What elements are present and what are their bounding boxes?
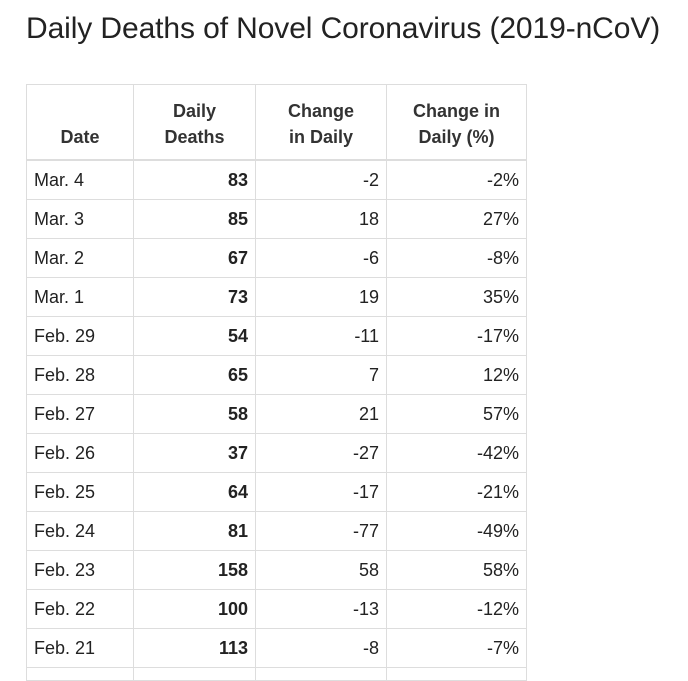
cell-daily-deaths: 158 [134, 551, 256, 590]
cell-date: Feb. 21 [27, 629, 134, 668]
cell-change-pct: 58% [387, 551, 527, 590]
cell-change-pct: 57% [387, 395, 527, 434]
table-row [27, 356, 527, 395]
cell-change-pct: 35% [387, 278, 527, 317]
cell-date: Mar. 2 [27, 239, 134, 278]
cell-change-pct-partial [387, 668, 527, 681]
cell-date: Mar. 1 [27, 278, 134, 317]
header-date[interactable] [27, 85, 134, 161]
cell-date: Feb. 26 [27, 434, 134, 473]
cell-change-pct: -8% [387, 239, 527, 278]
cell-change-in-daily: -27 [256, 434, 387, 473]
table-row [27, 395, 527, 434]
cell-date: Mar. 3 [27, 200, 134, 239]
table-row [27, 551, 527, 590]
table-row [27, 200, 527, 239]
table-row [27, 473, 527, 512]
cell-date: Feb. 28 [27, 356, 134, 395]
table-row [27, 317, 527, 356]
header-daily-deaths[interactable] [134, 85, 256, 161]
cell-daily-deaths-partial [134, 668, 256, 681]
cell-change-pct: -21% [387, 473, 527, 512]
cell-daily-deaths: 58 [134, 395, 256, 434]
cell-daily-deaths: 81 [134, 512, 256, 551]
header-change-pct-line-2: Daily (%) [418, 127, 495, 147]
cell-change-in-daily: -8 [256, 629, 387, 668]
header-daily-deaths-line-2: Deaths [164, 127, 225, 147]
cell-date: Feb. 29 [27, 317, 134, 356]
cell-daily-deaths: 83 [134, 160, 256, 200]
cell-date: Feb. 24 [27, 512, 134, 551]
cell-change-pct: 27% [387, 200, 527, 239]
cell-change-pct: -17% [387, 317, 527, 356]
cell-date: Feb. 27 [27, 395, 134, 434]
cell-daily-deaths: 85 [134, 200, 256, 239]
cell-daily-deaths: 54 [134, 317, 256, 356]
header-change-in-daily[interactable] [256, 85, 387, 161]
header-daily-deaths-line-1: Daily [172, 101, 217, 121]
cell-date: Feb. 23 [27, 551, 134, 590]
cell-daily-deaths: 113 [134, 629, 256, 668]
cell-date-partial [27, 668, 134, 681]
table-row [27, 239, 527, 278]
table-header-row [27, 85, 527, 161]
cell-daily-deaths: 37 [134, 434, 256, 473]
header-change-pct-line-1: Change in [412, 101, 500, 121]
cell-change-in-daily: -17 [256, 473, 387, 512]
header-change-line-1: Change [287, 101, 354, 121]
cell-change-pct: -12% [387, 590, 527, 629]
cell-daily-deaths: 65 [134, 356, 256, 395]
cell-daily-deaths: 64 [134, 473, 256, 512]
cell-change-in-daily: 21 [256, 395, 387, 434]
cell-change-in-daily: 7 [256, 356, 387, 395]
cell-change-in-daily: -2 [256, 160, 387, 200]
header-date-line: Date [60, 127, 100, 147]
cell-change-pct: -49% [387, 512, 527, 551]
cell-change-pct: -7% [387, 629, 527, 668]
header-change-line-2: in Daily [288, 127, 354, 147]
cell-daily-deaths: 100 [134, 590, 256, 629]
cell-change-pct: 12% [387, 356, 527, 395]
cell-change-in-daily: 19 [256, 278, 387, 317]
cell-change-in-daily-partial [256, 668, 387, 681]
cell-date: Mar. 4 [27, 160, 134, 200]
cell-change-in-daily: 58 [256, 551, 387, 590]
table-row [27, 629, 527, 668]
header-change-pct[interactable] [387, 85, 527, 161]
table-row [27, 160, 527, 200]
table-row [27, 278, 527, 317]
cell-change-in-daily: 18 [256, 200, 387, 239]
table-row [27, 434, 527, 473]
cell-change-in-daily: -13 [256, 590, 387, 629]
cell-daily-deaths: 67 [134, 239, 256, 278]
cell-change-pct: -42% [387, 434, 527, 473]
cell-date: Feb. 25 [27, 473, 134, 512]
page-title: Daily Deaths of Novel Coronavirus (2019-nCoV) [26, 12, 661, 45]
cell-change-in-daily: -6 [256, 239, 387, 278]
table-row [27, 590, 527, 629]
cell-date: Feb. 22 [27, 590, 134, 629]
cell-change-in-daily: -11 [256, 317, 387, 356]
table-row [27, 512, 527, 551]
cell-change-pct: -2% [387, 160, 527, 200]
cell-daily-deaths: 73 [134, 278, 256, 317]
table-body [27, 160, 527, 681]
daily-deaths-table [26, 84, 527, 681]
cell-change-in-daily: -77 [256, 512, 387, 551]
table-row-partial [27, 668, 527, 681]
